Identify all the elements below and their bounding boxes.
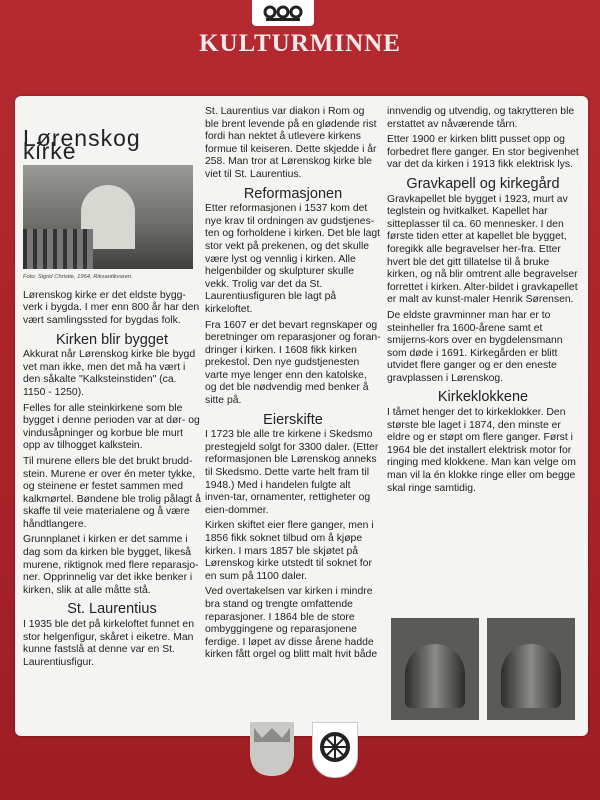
sign-heading: KULTURMINNE	[199, 30, 401, 57]
paragraph: De eldste gravminner man har er to steinheller fra 1600-årene samt et smijerns-kors over en bygdelensmann som døde i 1691. Kirkegården er blitt utvidet flere ganger og er den eneste gravplassen i Lørenskog.	[387, 309, 563, 384]
wheel-shield	[312, 722, 358, 778]
paragraph: I 1935 ble det på kirkeloftet funnet en stor helgenfigur, skåret i eiketre. Man kunne fastslå at denne var en St. Laurentiusfigur.	[23, 619, 194, 668]
wheel-icon	[313, 723, 357, 777]
coat-of-arms-row	[250, 722, 370, 782]
section-heading-bells: Kirkeklokkene	[437, 389, 529, 406]
column-3	[387, 106, 579, 498]
column-1	[23, 106, 201, 672]
pews	[23, 229, 93, 269]
section-heading-chapel: Gravkapell og kirkegård	[406, 175, 560, 192]
paragraph: Til murene ellers ble det brukt brudd-stein. Murene er over én meter tykke, og steinene er festet sammen med kalkmørtel. Bøndene ble trolig pålagt å skaffe til veie materialene og å være håndtlangere.	[23, 455, 201, 530]
section-heading-reformation: Reformasjonen	[243, 185, 343, 202]
church-interior-photo	[23, 165, 193, 269]
bell-photos	[387, 618, 579, 720]
page-title: Lørenskog kirke	[23, 125, 141, 164]
intro-text: Lørenskog kirke er det eldste bygg-verk i bygda. I mer enn 800 år har den vært samlingssted for bygdas folk.	[23, 289, 200, 326]
cultural-heritage-icon	[252, 0, 314, 26]
paragraph: Ved overtakelsen var kirken i mindre bra stand og trengte omfattende reparasjoner. I 1864 ble de store ombyggingene og reparasjonene ferdige. I løpet av disse årene hadde kirken fått orgel og blitt malt hvit både	[205, 586, 378, 661]
municipal-shield	[250, 722, 294, 776]
column-2	[205, 106, 381, 665]
paragraph: Akkurat når Lørenskog kirke ble bygd vet man ikke, men det må ha vært i den såkalte "Kalksteinstiden" (ca. 1150 - 1250).	[23, 349, 196, 398]
shield-icon	[250, 722, 294, 776]
bell-photo-large	[487, 618, 575, 720]
paragraph: innvendig og utvendig, og takrytteren ble erstattet av nåværende tårn.	[387, 106, 575, 130]
paragraph: Kirken skiftet eier flere ganger, men i 1856 fikk soknet tilbud om å kjøpe kirken. I mars 1857 ble skjøtet på Lørenskog kirke utstedt til soknet for en sum på 1100 daler.	[205, 520, 374, 582]
paragraph: Felles for alle steinkirkene som ble bygget i denne perioden var at dør- og vindusåpninger og korbue ble murt opp av tilhogget kalkstein.	[23, 402, 200, 452]
paragraph: Fra 1607 er det bevart regnskaper og beretninger om reparasjoner og foran-dringer i kirken. I 1608 fikk kirken prekestol. Den nye gudstjenesten varte mye lenger enn den katolske, og det ble nødvendig med benker å sitte på.	[205, 319, 381, 407]
bell-photo-small	[391, 618, 479, 720]
paragraph: Etter 1900 er kirken blitt pusset opp og forbedret flere ganger. En stor begivenhet var det da kirken i 1913 fikk elektrisk lys.	[387, 134, 579, 171]
bell-icon	[501, 644, 561, 708]
paragraph: Gravkapellet ble bygget i 1923, murt av teglstein og hvitkalket. Kapellet har sitteplasser til ca. 60 mennesker. I den første tiden etter at kapellet ble bygget, foregikk alle begravelser her-fra. Etter hvert ble det gitt tillatelse til å bruke kirken, og nå blir omtrent alle begravelser forrettet i kirken. Alter-bildet i gravkapellet er malt av kunst-maler Henrik Sørensen.	[387, 193, 578, 306]
paragraph: I 1723 ble alle tre kirkene i Skedsmo prestegjeld solgt for 3300 daler. (Etter reformasjonen ble Lørenskog anneks til Skedsmo. Dette varte helt fram til 1948.) Med i handelen fulgte alt inven-tar, ornamenter, rettigheter og eien-dommer.	[205, 429, 379, 516]
paragraph: Grunnplanet i kirken er det samme i dag som da kirken ble bygget, likeså murene, riktignok med flere reparasjo-ner. Opprinnelig var det ikke benker i kirken, slik at alle måtte stå.	[23, 534, 199, 596]
section-heading-ownership: Eierskifte	[263, 411, 323, 428]
bell-icon	[405, 644, 465, 708]
paragraph: St. Laurentius var diakon i Rom og ble brent levende på en glødende rist fordi han nektet å utlevere kirkens formue til keiseren. Dette skjedde i år 258. Man tror at Lørenskog kirke ble viet til St. Laurentius.	[205, 106, 377, 180]
paragraph: I tårnet henger det to kirkeklokker. Den største ble laget i 1874, den minste er eldre og er støpt om flere ganger. Først i 1964 ble det installert elektrisk motor for ringing med klokkene. Man kan velge om man vil la én klokke ringe eller om begge skal ringe samtidig.	[387, 407, 576, 494]
section-heading-built: Kirken blir bygget	[55, 331, 169, 348]
heritage-logo	[252, 0, 314, 26]
section-heading-laurentius: St. Laurentius	[67, 601, 157, 618]
photo-caption: Foto: Sigrid Christie, 1964, Riksantikvaren.	[23, 274, 133, 281]
paragraph: Etter reformasjonen i 1537 kom det nye krav til ordningen av gudstjenes-ten og forholdene i kirken. Det ble lagt stor vekt på prekenen, og det skulle være lyst og vennlig i kirken. Alle helgenbilder og skulpturer skulle vekk. Trolig var det da St. Laurentiusfiguren ble lagt på kirkeloftet.	[205, 203, 381, 315]
info-panel	[15, 96, 588, 736]
